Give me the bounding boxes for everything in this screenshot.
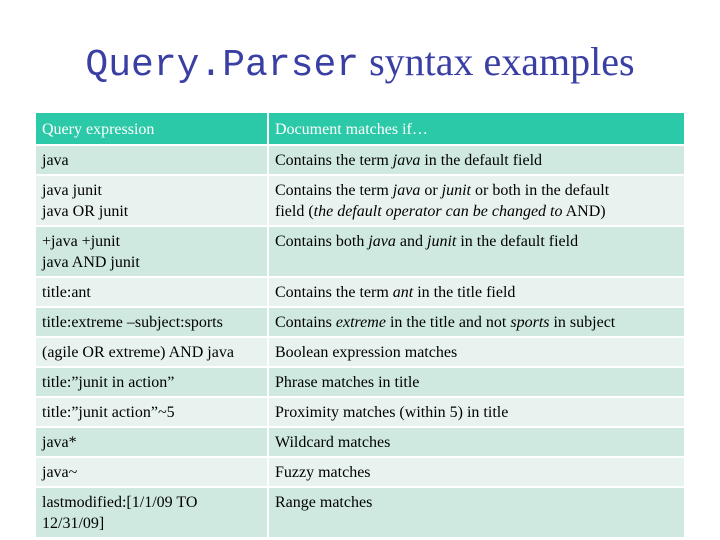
query-expression-cell <box>36 175 268 226</box>
query-expression-line: java <box>42 152 69 169</box>
emphasized-term: extreme <box>335 314 386 331</box>
query-expression-cell <box>36 277 268 307</box>
query-expression-cell <box>36 397 268 427</box>
document-match-line <box>275 312 678 333</box>
document-match-cell <box>268 175 684 226</box>
document-match-line <box>275 492 678 513</box>
syntax-table <box>36 113 684 539</box>
document-match-cell <box>268 337 684 367</box>
document-match-cell <box>268 145 684 175</box>
document-match-line <box>275 282 678 303</box>
description-text: in the default field <box>456 233 579 250</box>
slide-title-text: syntax examples <box>359 39 635 84</box>
description-text: or both in the default <box>470 182 610 199</box>
description-text: AND) <box>562 203 606 220</box>
query-expression-cell <box>36 457 268 487</box>
document-match-cell <box>268 307 684 337</box>
emphasized-term: sports <box>510 314 550 331</box>
description-text: Proximity matches (within 5) in title <box>275 404 509 421</box>
query-expression-cell <box>36 337 268 367</box>
description-text: or <box>420 182 442 199</box>
header-query-expression: Query expression <box>36 113 268 145</box>
header-document-matches: Document matches if… <box>268 113 684 145</box>
document-match-line <box>275 462 678 483</box>
query-expression-cell <box>36 367 268 397</box>
description-text: Contains the term <box>275 152 393 169</box>
query-expression-line: java junit <box>42 182 102 199</box>
query-expression-line: lastmodified:[1/1/09 TO <box>42 494 198 511</box>
document-match-line <box>275 150 678 171</box>
emphasized-term: java <box>368 233 396 250</box>
description-text: Contains the term <box>275 182 393 199</box>
query-expression-line: title:”junit action”~5 <box>42 404 175 421</box>
description-text: Range matches <box>275 494 373 511</box>
query-expression-cell <box>36 427 268 457</box>
emphasized-term: java <box>392 182 421 199</box>
query-expression-line: 12/31/09] <box>42 515 105 532</box>
table-row <box>36 277 684 307</box>
table-header-row <box>36 113 684 145</box>
document-match-cell <box>268 427 684 457</box>
query-expression-cell <box>36 307 268 337</box>
query-expression-line: title:extreme –subject:sports <box>42 314 223 331</box>
slide-title-code: Query.Parser <box>85 44 360 87</box>
table-row <box>36 367 684 397</box>
description-text: in subject <box>549 314 616 331</box>
document-match-line <box>275 372 678 393</box>
table-row <box>36 175 684 226</box>
query-expression-line: java~ <box>42 464 78 481</box>
description-text: Contains both <box>275 233 369 250</box>
emphasized-term: junit <box>441 182 471 199</box>
description-text: Wildcard matches <box>275 434 391 451</box>
emphasized-term: java <box>392 152 421 169</box>
description-text: field ( <box>275 203 314 220</box>
description-text: Fuzzy matches <box>275 464 371 481</box>
document-match-cell <box>268 457 684 487</box>
document-match-cell <box>268 277 684 307</box>
document-match-line <box>275 402 678 423</box>
description-text: in the title and not <box>385 314 511 331</box>
table-row <box>36 457 684 487</box>
table-row <box>36 487 684 538</box>
query-expression-cell <box>36 487 268 538</box>
description-text: and <box>395 233 427 250</box>
query-expression-line: (agile OR extreme) AND java <box>42 344 234 361</box>
query-expression-line: +java +junit <box>42 233 121 250</box>
table-row <box>36 397 684 427</box>
query-expression-line: title:”junit in action” <box>42 374 175 391</box>
emphasized-term: the default operator can be changed to <box>313 203 563 220</box>
description-text: Contains <box>275 314 336 331</box>
emphasized-term: junit <box>427 233 457 250</box>
document-match-cell <box>268 487 684 538</box>
description-text: in the default field <box>420 152 543 169</box>
query-expression-line: java AND junit <box>42 254 140 271</box>
document-match-line <box>275 432 678 453</box>
query-expression-line: java* <box>42 434 77 451</box>
description-text: Phrase matches in title <box>275 374 420 391</box>
document-match-line <box>275 180 678 201</box>
query-expression-line: title:ant <box>42 284 91 301</box>
table-body <box>36 145 684 538</box>
table-row <box>36 145 684 175</box>
document-match-cell <box>268 397 684 427</box>
table-row <box>36 307 684 337</box>
document-match-cell <box>268 226 684 277</box>
description-text: Boolean expression matches <box>275 344 458 361</box>
table-row <box>36 337 684 367</box>
query-expression-line: java OR junit <box>42 203 129 220</box>
query-expression-cell <box>36 226 268 277</box>
description-text: Contains the term <box>275 284 393 301</box>
document-match-line <box>275 342 678 363</box>
emphasized-term: ant <box>392 284 414 301</box>
document-match-line <box>275 201 678 222</box>
slide-title <box>0 36 720 92</box>
description-text: in the title field <box>413 284 516 301</box>
query-expression-cell <box>36 145 268 175</box>
document-match-cell <box>268 367 684 397</box>
table-row <box>36 427 684 457</box>
table-row <box>36 226 684 277</box>
document-match-line <box>275 231 678 252</box>
